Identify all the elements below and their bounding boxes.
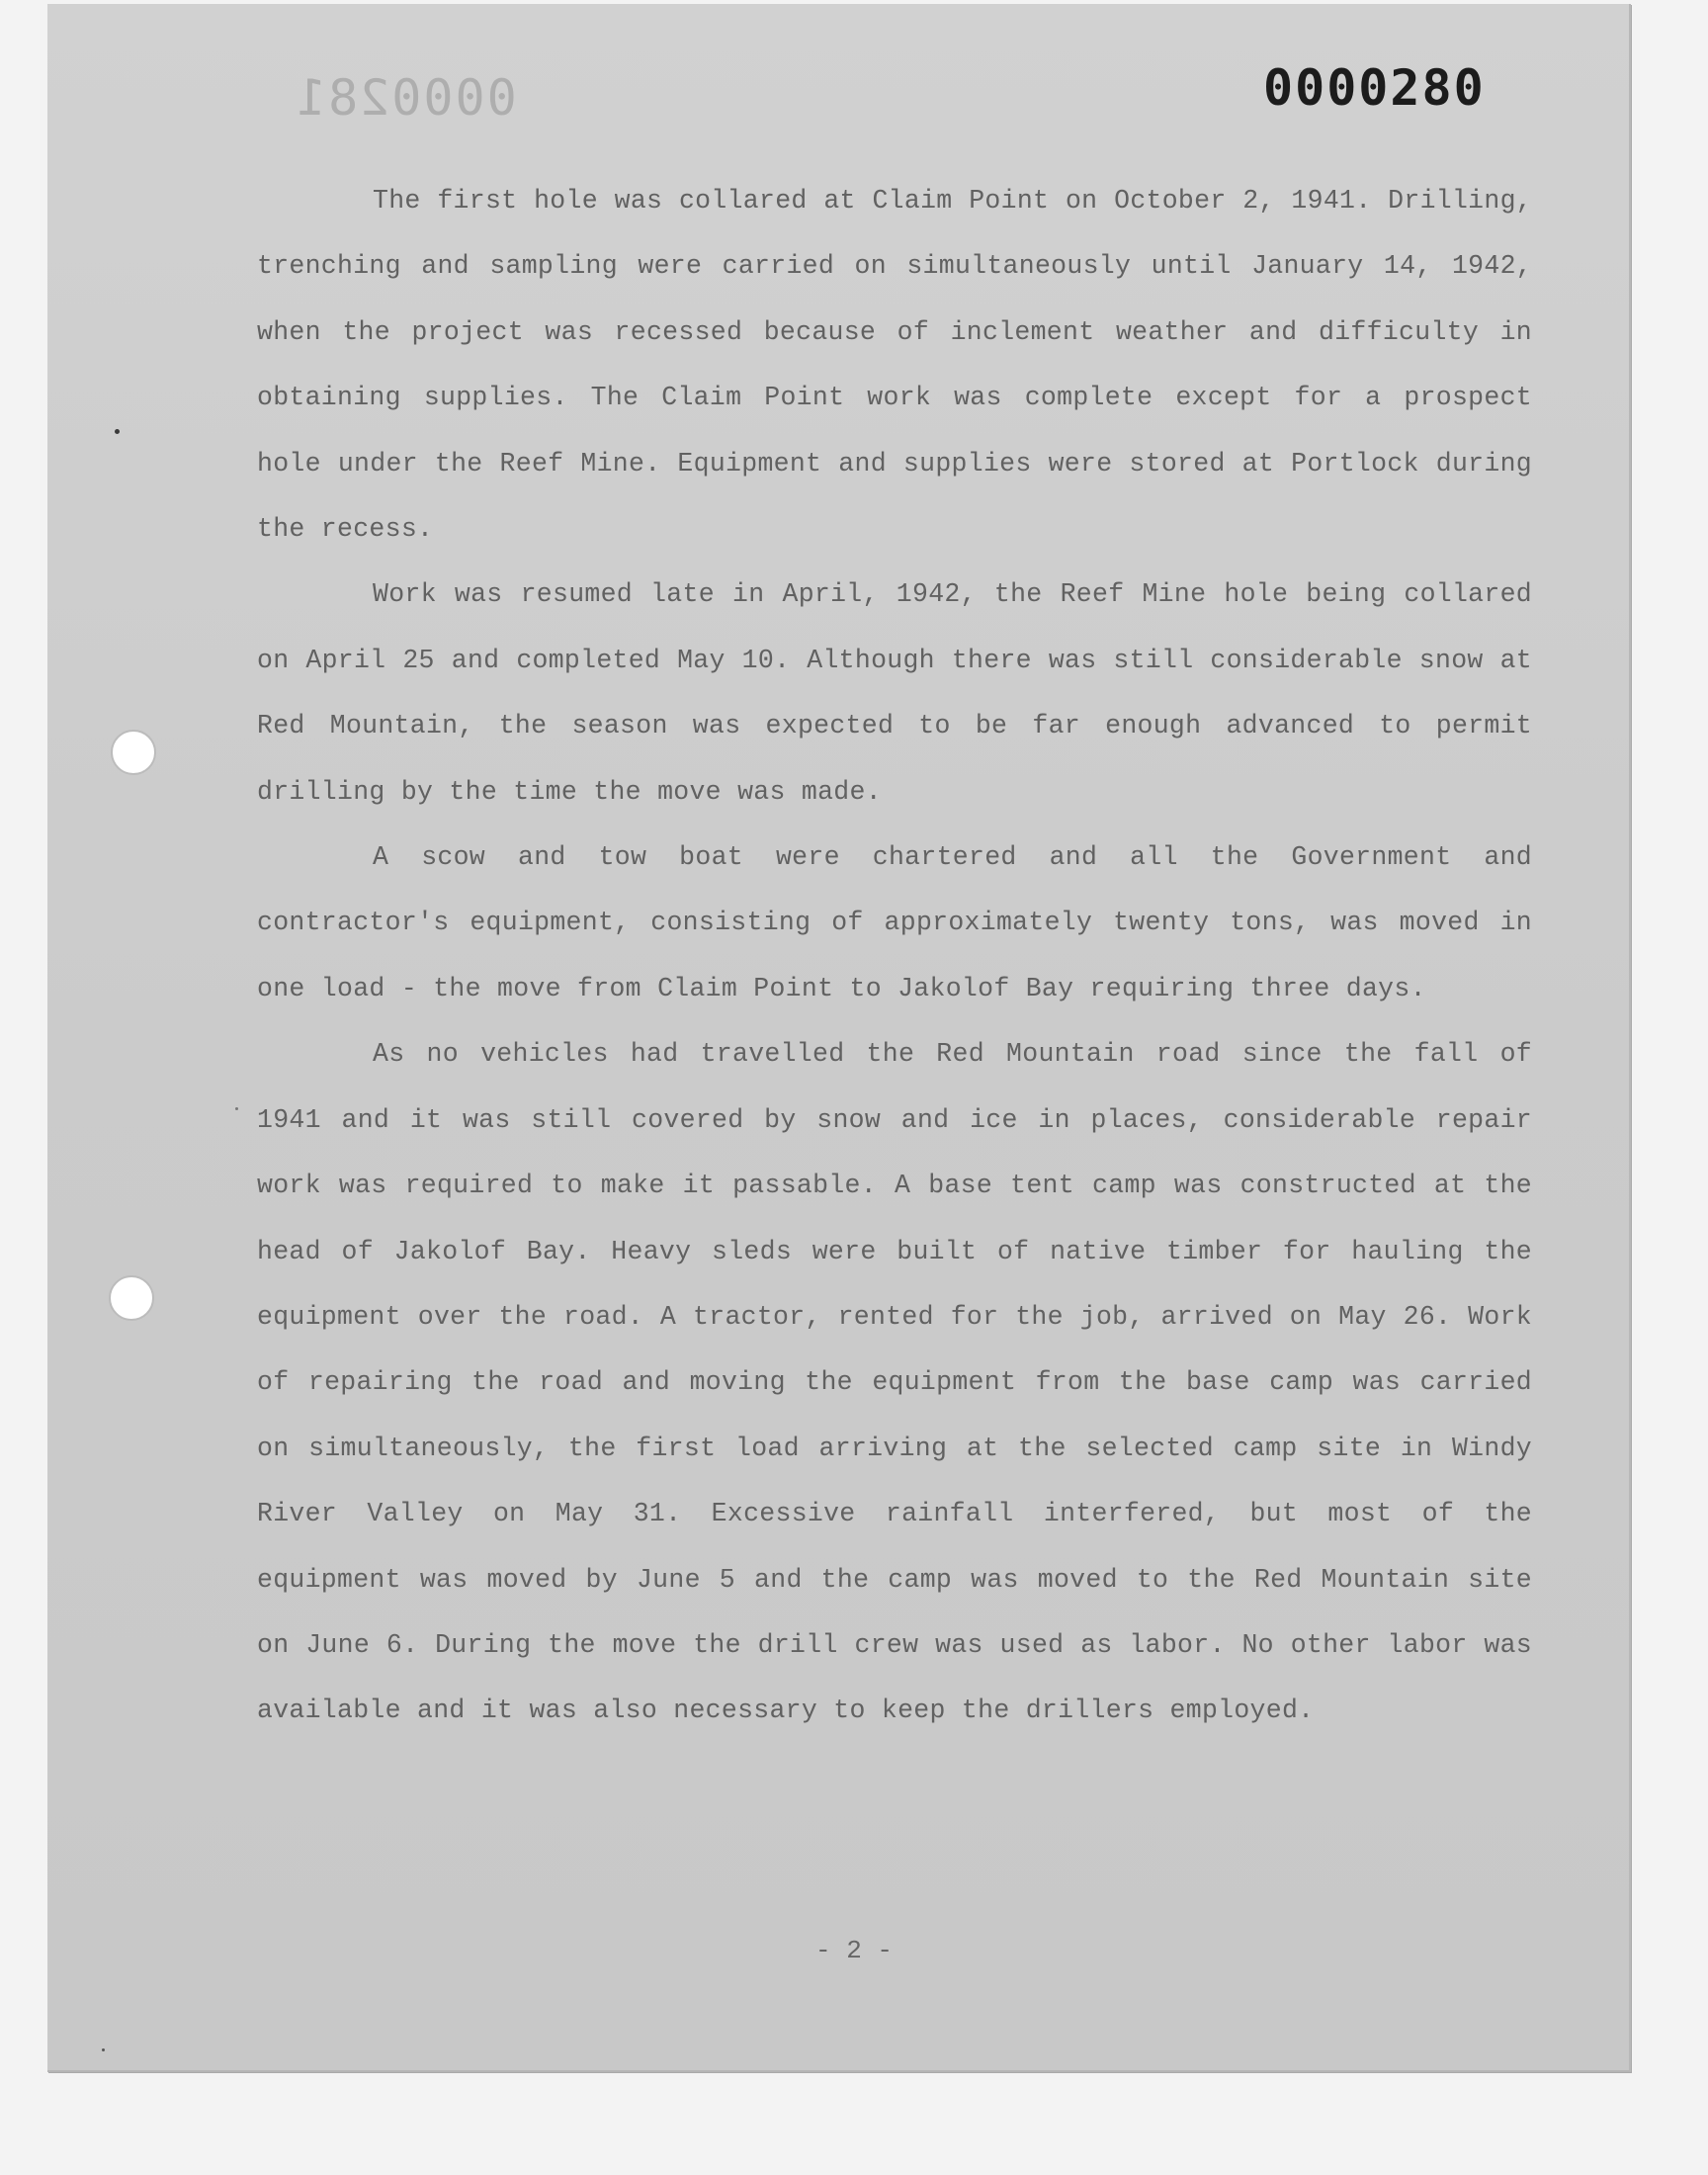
paragraph-1: The first hole was collared at Claim Point on October 2, 1941. Drilling, trenching and sampling were carried on simultaneously until January 14, 1942, when the project was recessed because of inclement weather and difficulty in obtaining supplies. The Claim Point work was complete except for a prospect hole under the Reef Mine. Equipment and supplies were stored at Portlock during the recess. (257, 186, 1532, 545)
paper-speck (235, 1107, 238, 1110)
bleed-through-stamp-number: 0000281 (295, 69, 517, 127)
paper-speck (102, 2048, 105, 2051)
punch-hole-top (111, 730, 156, 775)
punch-hole-bottom (109, 1275, 154, 1321)
paper-sheet (47, 4, 1631, 2072)
document-body (257, 168, 1532, 1744)
document-stamp-number: 0000280 (1263, 59, 1486, 117)
page-number: - 2 - (814, 1936, 893, 1965)
paragraph-2: Work was resumed late in April, 1942, the Reef Mine hole being collared on April 25 and completed May 10. Although there was still considerable snow at Red Mountain, the season was expected to be far enough advanced to permit drilling by the time the move was made. (257, 579, 1532, 807)
paragraph-4: As no vehicles had travelled the Red Mountain road since the fall of 1941 and it was still covered by snow and ice in places, considerable repair work was required to make it passable. A base tent camp was constructed at the head of Jakolof Bay. Heavy sleds were built of native timber for hauling the equipment over the road. A tractor, rented for the job, arrived on May 26. Work of repairing the road and moving the equipment from the base camp was carried on simultaneously, the first load arriving at the selected camp site in Windy River Valley on May 31. Excessive rainfall interfered, but most of the equipment was moved by June 5 and the camp was moved to the Red Mountain site on June 6. During the move the drill crew was used as labor. No other labor was available and it was also necessary to keep the drillers employed. (257, 1039, 1532, 1726)
paper-speck (115, 429, 120, 434)
paragraph-3: A scow and tow boat were chartered and all the Government and contractor's equipment, consisting of approximately twenty tons, was moved in one load - the move from Claim Point to Jakolof Bay requiring three days. (257, 842, 1532, 1003)
